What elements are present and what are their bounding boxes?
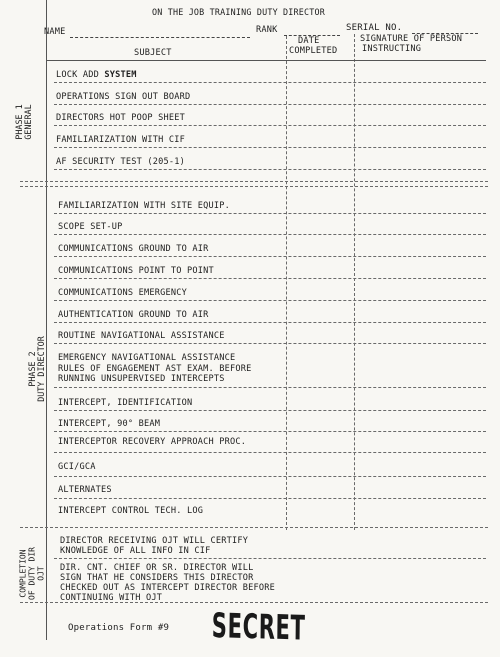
phase2-label-2: DUTY DIRECTOR <box>36 336 46 402</box>
phase2-row-rule <box>54 431 486 432</box>
completion-item-6: CONTINUING WITH OJT <box>60 593 163 603</box>
phase2-row-rule <box>54 387 486 388</box>
completion-item-1: DIRECTOR RECEIVING OJT WILL CERTIFY <box>60 536 249 546</box>
phase2-item-9: RULES OF ENGAGEMENT AST EXAM. BEFORE <box>58 364 252 374</box>
signature-header-2: INSTRUCTING <box>362 44 422 54</box>
phase2-item-1: FAMILIARIZATION WITH SITE EQUIP. <box>58 201 230 211</box>
phase1-item-5: AF SECURITY TEST (205-1) <box>56 157 185 167</box>
completion-label-1: COMPLETION <box>18 549 28 598</box>
phase2-row-rule <box>54 410 486 411</box>
phase1-row-rule <box>54 82 486 83</box>
phase2-item-7: ROUTINE NAVIGATIONAL ASSISTANCE <box>58 331 225 341</box>
name-line <box>70 37 250 38</box>
phase2-item-8: EMERGENCY NAVIGATIONAL ASSISTANCE <box>58 353 236 363</box>
phase2-bottom-rule <box>20 527 488 528</box>
phase2-item-14: GCI/GCA <box>58 462 96 472</box>
completion-row-rule <box>54 558 486 559</box>
completion-label-3: OJT <box>36 566 46 581</box>
header-rule <box>46 60 486 61</box>
phase2-item-4: COMMUNICATIONS POINT TO POINT <box>58 266 214 276</box>
phase1-item-4: FAMILIARIZATION WITH CIF <box>56 135 185 145</box>
subject-header: SUBJECT <box>134 48 172 58</box>
phase1-item-2: OPERATIONS SIGN OUT BOARD <box>56 92 191 102</box>
phase1-item-1: LOCK ADD SYSTEM <box>56 70 137 80</box>
phase1-row-rule <box>54 104 486 105</box>
phase2-item-12: INTERCEPT, 90° BEAM <box>58 419 161 429</box>
completion-item-3: DIR. CNT. CHIEF OR SR. DIRECTOR WILL <box>60 563 254 573</box>
phase2-item-10: RUNNING UNSUPERVISED INTERCEPTS <box>58 374 225 384</box>
date-column-line <box>286 36 287 530</box>
signature-column-line <box>354 34 355 530</box>
form-title: ON THE JOB TRAINING DUTY DIRECTOR <box>152 7 325 17</box>
phase1-bottom-rule <box>20 181 488 182</box>
phase2-row-rule <box>54 476 486 477</box>
phase2-label <box>28 316 46 422</box>
phase2-row-rule <box>54 278 486 279</box>
phase1-row-rule <box>54 147 486 148</box>
phase2-item-5: COMMUNICATIONS EMERGENCY <box>58 288 187 298</box>
phase2-row-rule <box>54 452 486 453</box>
phase2-row-rule <box>54 343 486 344</box>
phase2-item-6: AUTHENTICATION GROUND TO AIR <box>58 310 209 320</box>
completion-item-5: CHECKED OUT AS INTERCEPT DIRECTOR BEFORE <box>60 583 275 593</box>
phase1-label <box>15 86 33 158</box>
phase2-item-3: COMMUNICATIONS GROUND TO AIR <box>58 244 209 254</box>
phase2-row-rule <box>54 213 486 214</box>
phase2-item-13: INTERCEPTOR RECOVERY APPROACH PROC. <box>58 437 247 447</box>
completion-item-2: KNOWLEDGE OF ALL INFO IN CIF <box>60 546 211 556</box>
phase2-row-rule <box>54 498 486 499</box>
phase2-item-2: SCOPE SET-UP <box>58 222 123 232</box>
date-header-2: COMPLETED <box>289 46 338 56</box>
completion-label <box>19 531 46 617</box>
rank-label: RANK <box>256 25 278 35</box>
phase1-label-1: PHASE 1 <box>14 104 24 140</box>
secret-stamp: SECRET <box>211 606 306 649</box>
phase2-item-16: INTERCEPT CONTROL TECH. LOG <box>58 506 204 516</box>
completion-item-4: SIGN THAT HE CONSIDERS THIS DIRECTOR <box>60 573 254 583</box>
date-header-1: DATE <box>298 36 320 46</box>
phase2-label-1: PHASE 2 <box>27 351 37 387</box>
phase2-row-rule <box>54 322 486 323</box>
phase1-label-2: GENERAL <box>23 104 33 140</box>
phase1-item-3: DIRECTORS HOT POOP SHEET <box>56 113 185 123</box>
phase2-row-rule <box>54 234 486 235</box>
phase2-item-11: INTERCEPT, IDENTIFICATION <box>58 398 193 408</box>
signature-header-1: SIGNATURE OF PERSON <box>360 34 463 44</box>
serial-label: SERIAL NO. <box>346 23 403 33</box>
phase1-row-rule <box>54 125 486 126</box>
phase2-row-rule <box>54 300 486 301</box>
phase2-top-rule <box>20 186 488 187</box>
form-number-label: Operations Form #9 <box>68 623 170 633</box>
phase2-row-rule <box>54 256 486 257</box>
phase1-row-rule <box>54 169 486 170</box>
completion-label-2: OF DUTY DIR <box>27 547 37 600</box>
left-column-line <box>46 0 47 640</box>
phase2-item-15: ALTERNATES <box>58 485 112 495</box>
name-label: NAME <box>44 27 66 37</box>
